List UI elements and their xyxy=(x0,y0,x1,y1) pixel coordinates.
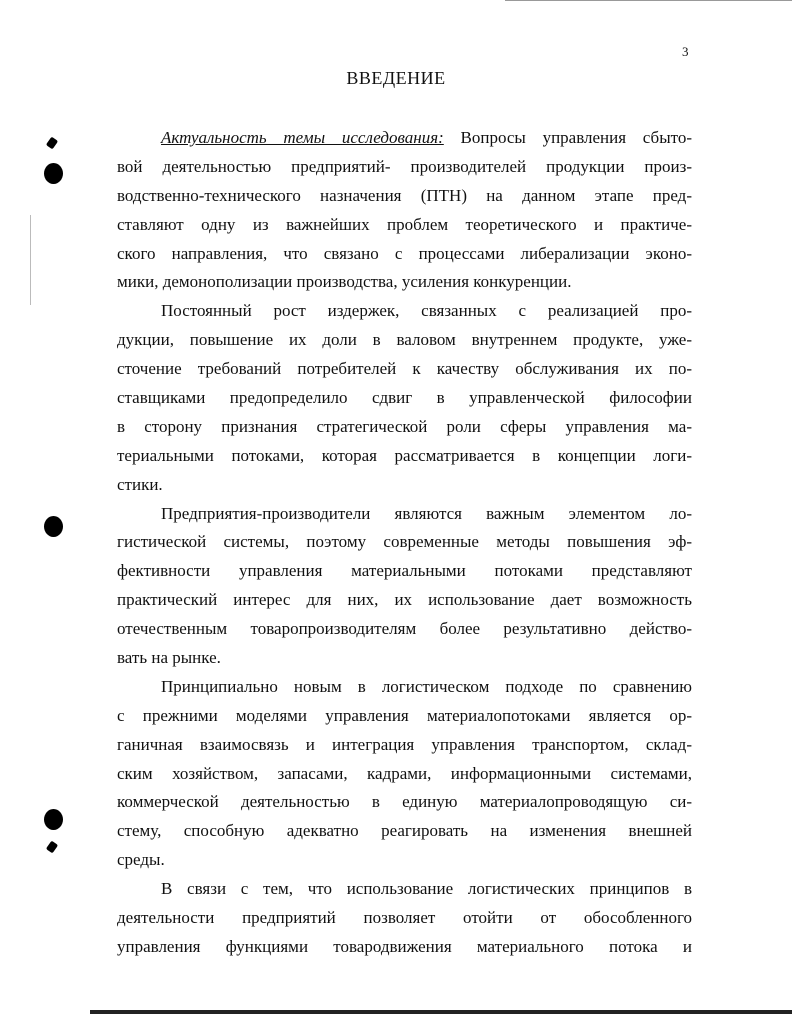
text-line: в сторону признания стратегической роли сферы управления ма- xyxy=(117,416,692,436)
text-line: среды. xyxy=(117,850,165,870)
text-line: ским хозяйством, запасами, кадрами, информационными системами, xyxy=(117,763,692,783)
text-line: коммерческой деятельностью в единую материалопроводящую си- xyxy=(117,792,692,812)
text-line: мики, демонополизации производства, усиления конкуренции. xyxy=(117,272,572,292)
text-line: Постоянный рост издержек, связанных с реализацией про- xyxy=(161,301,692,321)
text-line: дукции, повышение их доли в валовом внутреннем продукте, уже- xyxy=(117,330,692,350)
text-line: с прежними моделями управления материалопотоками является ор- xyxy=(117,705,692,725)
punch-hole-mark xyxy=(46,841,58,854)
text-line: вать на рынке. xyxy=(117,648,221,668)
text-line: стики. xyxy=(117,474,163,494)
text-line: ского направления, что связано с процессами либерализации эконо- xyxy=(117,243,692,263)
text-line: сточение требований потребителей к качеству обслуживания их по- xyxy=(117,359,692,379)
punch-hole-mark xyxy=(46,137,58,150)
text-line: отечественным товаропроизводителям более результативно действо- xyxy=(117,619,692,639)
text-line: стему, способную адекватно реагировать на изменения внешней xyxy=(117,821,692,841)
punch-hole xyxy=(44,163,63,184)
text-line: ганичная взаимосвязь и интеграция управления транспортом, склад- xyxy=(117,734,692,754)
bottom-edge-rule xyxy=(90,1010,792,1014)
text-line: деятельности предприятий позволяет отойти от обособленного xyxy=(117,908,692,928)
text-line xyxy=(117,124,692,153)
text-line: ставщиками предопределило сдвиг в управленческой философии xyxy=(117,388,692,408)
page-number: 3 xyxy=(682,44,689,59)
left-edge-rule xyxy=(30,215,31,305)
text-line: Предприятия-производители являются важным элементом ло- xyxy=(161,503,692,523)
top-edge-rule xyxy=(505,0,792,1)
text-line: практический интерес для них, их использование дает возможность xyxy=(117,590,692,610)
text-line: Принципиально новым в логистическом подходе по сравнению xyxy=(161,676,692,696)
underlined-lead: Актуальность темы исследования: xyxy=(161,128,444,147)
text-line: управления функциями товародвижения материального потока и xyxy=(117,936,692,956)
text-line: водственно-технического назначения (ПТН) на данном этапе пред- xyxy=(117,185,692,205)
text-line: В связи с тем, что использование логистических принципов в xyxy=(161,879,692,899)
page-heading: ВВЕДЕНИЕ xyxy=(346,68,446,88)
text-line: териальными потоками, которая рассматривается в концепции логи- xyxy=(117,445,692,465)
body-text xyxy=(117,124,692,962)
text-line: гистической системы, поэтому современные методы повышения эф- xyxy=(117,532,692,552)
punch-hole xyxy=(44,516,63,537)
line-text: Вопросы управления сбыто- xyxy=(443,128,692,147)
text-line: вой деятельностью предприятий- производителей продукции произ- xyxy=(117,156,692,176)
text-line: ставляют одну из важнейших проблем теоретического и практиче- xyxy=(117,214,692,234)
text-line: фективности управления материальными потоками представляют xyxy=(117,561,692,581)
punch-hole xyxy=(44,809,63,830)
